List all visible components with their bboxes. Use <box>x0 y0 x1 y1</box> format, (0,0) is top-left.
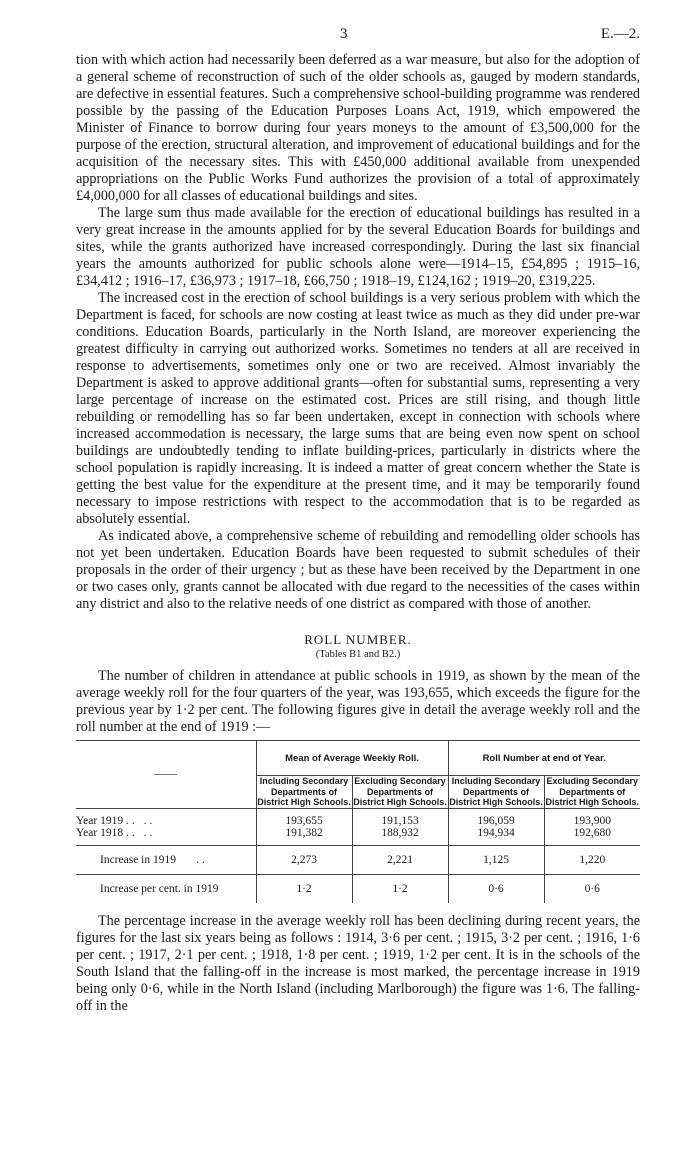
column-header: Including Secondary Departments of District High Schools. <box>257 776 351 807</box>
document-reference: E.—2. <box>600 26 640 42</box>
table-cell: 196,059 <box>448 808 544 827</box>
paragraph: tion with which action had necessarily been deferred as a war measure, but also for the adoption of a general scheme of reconstruction of such of the older schools as, gauged by modern standards, are defective in essential features. Such a comprehensive school-building programme was rendered possible by the passing of the Education Purposes Loans Act, 1919, which empowered the Minister of Finance to borrow during four years moneys to the amount of £3,500,000 for the purpose of the erection, structural alteration, and improvement of educational buildings and for the acquisition of the necessary sites. This with £450,000 additional available from unexpended appropriations on the Public Works Fund authorizes the provision of a total of approximately £4,000,000 for all classes of educational buildings and sites. <box>76 52 640 204</box>
table-cell: 1·2 <box>256 874 352 903</box>
table-cell: 0·6 <box>448 874 544 903</box>
row-label: Increase in 1919 .. <box>100 853 208 866</box>
row-label: Year 1919 .. .. <box>76 814 156 827</box>
stub-header: —— <box>154 768 178 781</box>
table-cell: 1,125 <box>448 845 544 874</box>
table-cell: 193,900 <box>544 808 640 827</box>
section-subtitle: (Tables B1 and B2.) <box>315 649 401 660</box>
table-cell: 191,153 <box>352 808 448 827</box>
paragraph: The percentage increase in the average weekly roll has been declining during recent years, the figures for the last six years being as follows : 1914, 3·6 per cent. ; 1915, 3·2 per cent. ; 1916, 1·6 per cent. ; 1917, 2·1 per cent. ; 1918, 1·8 per cent. ; 1919, 1·2 per cent. It is in the schools of the South Island that the falling-off in the increase is most marked, the percentage increase in 1919 being only 0·6, while in the North Island (including Marlborough) the figure was 1·6. The falling-off in the <box>76 912 640 1014</box>
table-cell: 2,273 <box>256 845 352 874</box>
table-row <box>76 827 640 846</box>
table-cell: 2,221 <box>352 845 448 874</box>
table-cell: 193,655 <box>256 808 352 827</box>
table-cell: 188,932 <box>352 827 448 846</box>
group-header: Mean of Average Weekly Roll. <box>256 741 448 776</box>
roll-number-table <box>76 740 640 903</box>
table-cell: 194,934 <box>448 827 544 846</box>
page-number: 3 <box>340 26 348 42</box>
table-cell: 1,220 <box>544 845 640 874</box>
table-row <box>76 874 640 903</box>
column-header: Excluding Secondary Departments of District High Schools. <box>353 776 447 807</box>
table-cell: 0·6 <box>544 874 640 903</box>
table-cell: 192,680 <box>544 827 640 846</box>
paragraph: The increased cost in the erection of school buildings is a very serious problem with which the Department is faced, for schools are now costing at least twice as much as they did under pre-war conditions. Education Boards, particularly in the North Island, are moreover experiencing the greatest difficulty in carrying out authorized works. Sometimes no tenders at all are received in response to advertisements, sometimes only one or two are received. Almost invariably the Department is asked to approve additional grants—often for substantial sums, representing a very large percentage of increase on the estimated cost. Prices are still rising, and though little rebuilding or remodelling has so far been undertaken, except in connection with schools where increased accommodation is necessary, the large sums that are being even now spent on school buildings are undoubtedly tending to inflate building-prices, particularly in districts where the school population is rapidly increasing. It is indeed a matter of great concern whether the State is getting the best value for the expenditure at the present time, and it may be temporarily found necessary to impose restrictions with respect to the accommodation that is to be regarded as absolutely essential. <box>76 290 640 527</box>
column-header: Excluding Secondary Departments of District High Schools. <box>545 776 639 807</box>
row-label: Year 1918 .. .. <box>76 826 156 839</box>
table-cell: 1·2 <box>352 874 448 903</box>
page-header <box>0 26 700 46</box>
table-row <box>76 808 640 827</box>
section-intro: The number of children in attendance at public schools in 1919, as shown by the mean of the average weekly roll for the four quarters of the year, was 193,655, which exceeds the figure for the previous year by 1·2 per cent. The following figures give in detail the average weekly roll and the roll number at the end of 1919 :— <box>76 668 640 735</box>
page-body <box>76 52 640 1015</box>
table-row <box>76 845 640 874</box>
group-header: Roll Number at end of Year. <box>448 741 640 776</box>
paragraph: The large sum thus made available for the erection of educational buildings has resulted in a very great increase in the amounts applied for by the several Education Boards for buildings and sites, while the grants authorized have increased correspondingly. During the last six financial years the amounts authorized for public schools alone were—1914–15, £54,895 ; 1915–16, £34,412 ; 1916–17, £36,973 ; 1917–18, £66,750 ; 1918–19, £124,162 ; 1919–20, £319,225. <box>76 205 640 289</box>
section-title: ROLL NUMBER. <box>304 632 412 647</box>
table-cell: 191,382 <box>256 827 352 846</box>
column-header: Including Secondary Departments of District High Schools. <box>449 776 543 807</box>
row-label: Increase per cent. in 1919 <box>100 882 219 895</box>
paragraph: As indicated above, a comprehensive scheme of rebuilding and remodelling older schools has not yet been undertaken. Education Boards have been requested to submit schedules of their proposals in the order of their urgency ; but as these have been received by the Department in one or two cases only, grants cannot be allocated with due regard to the necessities of the cases within any district and also to the relative needs of one district as compared with those of another. <box>76 528 640 612</box>
